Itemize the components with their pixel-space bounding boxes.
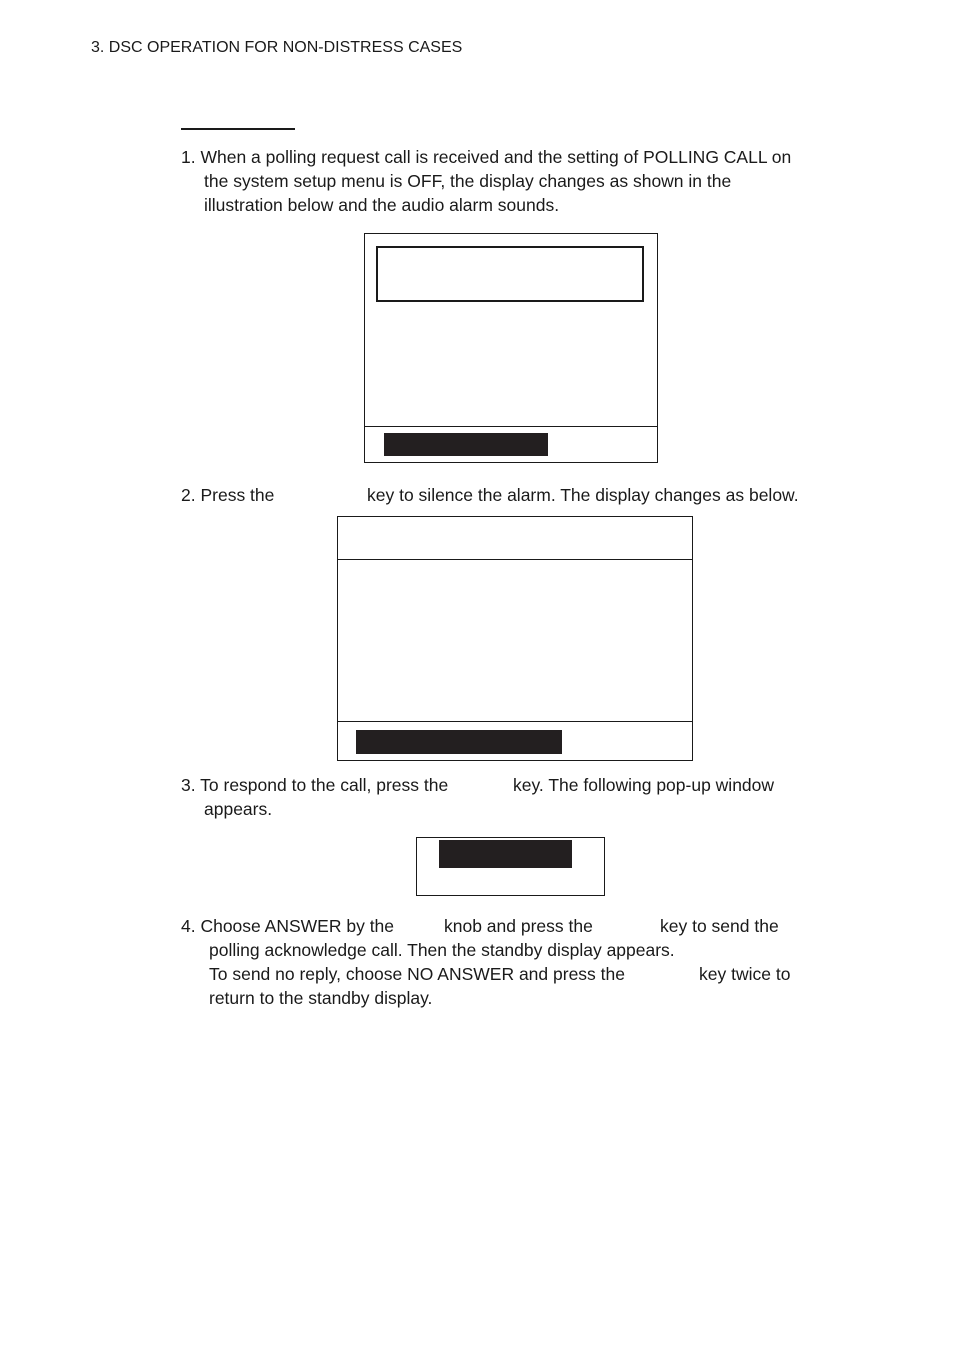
section-header: 3. DSC OPERATION FOR NON-DISTRESS CASES [91,39,463,56]
popup-window-illustration [416,837,605,896]
step-2-part-2: key to silence the alarm. The display changes as below. [367,485,799,505]
step-1-line-3: illustration below and the audio alarm sounds. [204,195,560,215]
display-1-title-frame [376,246,644,302]
step-4-part-2: knob and press the [444,916,593,936]
display-2-footer-divider [338,721,692,722]
step-3-part-1: 3. To respond to the call, press the [181,775,449,795]
display-2-softkey-bar [356,730,562,754]
display-2-header-divider [338,559,692,560]
step-3-line-2: appears. [204,799,273,819]
display-1-softkey-bar [384,433,548,456]
heading-rule [181,128,295,130]
step-4-part-1: 4. Choose ANSWER by the [181,916,395,936]
display-1-footer-divider [365,426,657,427]
step-2-part-1: 2. Press the [181,485,275,505]
step-4-line-2: polling acknowledge call. Then the standby display appears. [209,940,675,960]
step-4-line-3a: To send no reply, choose NO ANSWER and press the [209,964,625,984]
display-illustration-2 [337,516,693,761]
step-4-part-3: key to send the [660,916,779,936]
step-1-line-1: 1. When a polling request call is received and the setting of POLLING CALL on [181,147,792,167]
step-1-line-2: the system setup menu is OFF, the display changes as shown in the [204,171,732,191]
popup-highlighted-option [439,840,572,868]
step-3-part-2: key. The following pop-up window [513,775,775,795]
step-4-line-3b: key twice to [699,964,791,984]
step-4-line-4: return to the standby display. [209,988,433,1008]
display-illustration-1 [364,233,658,463]
